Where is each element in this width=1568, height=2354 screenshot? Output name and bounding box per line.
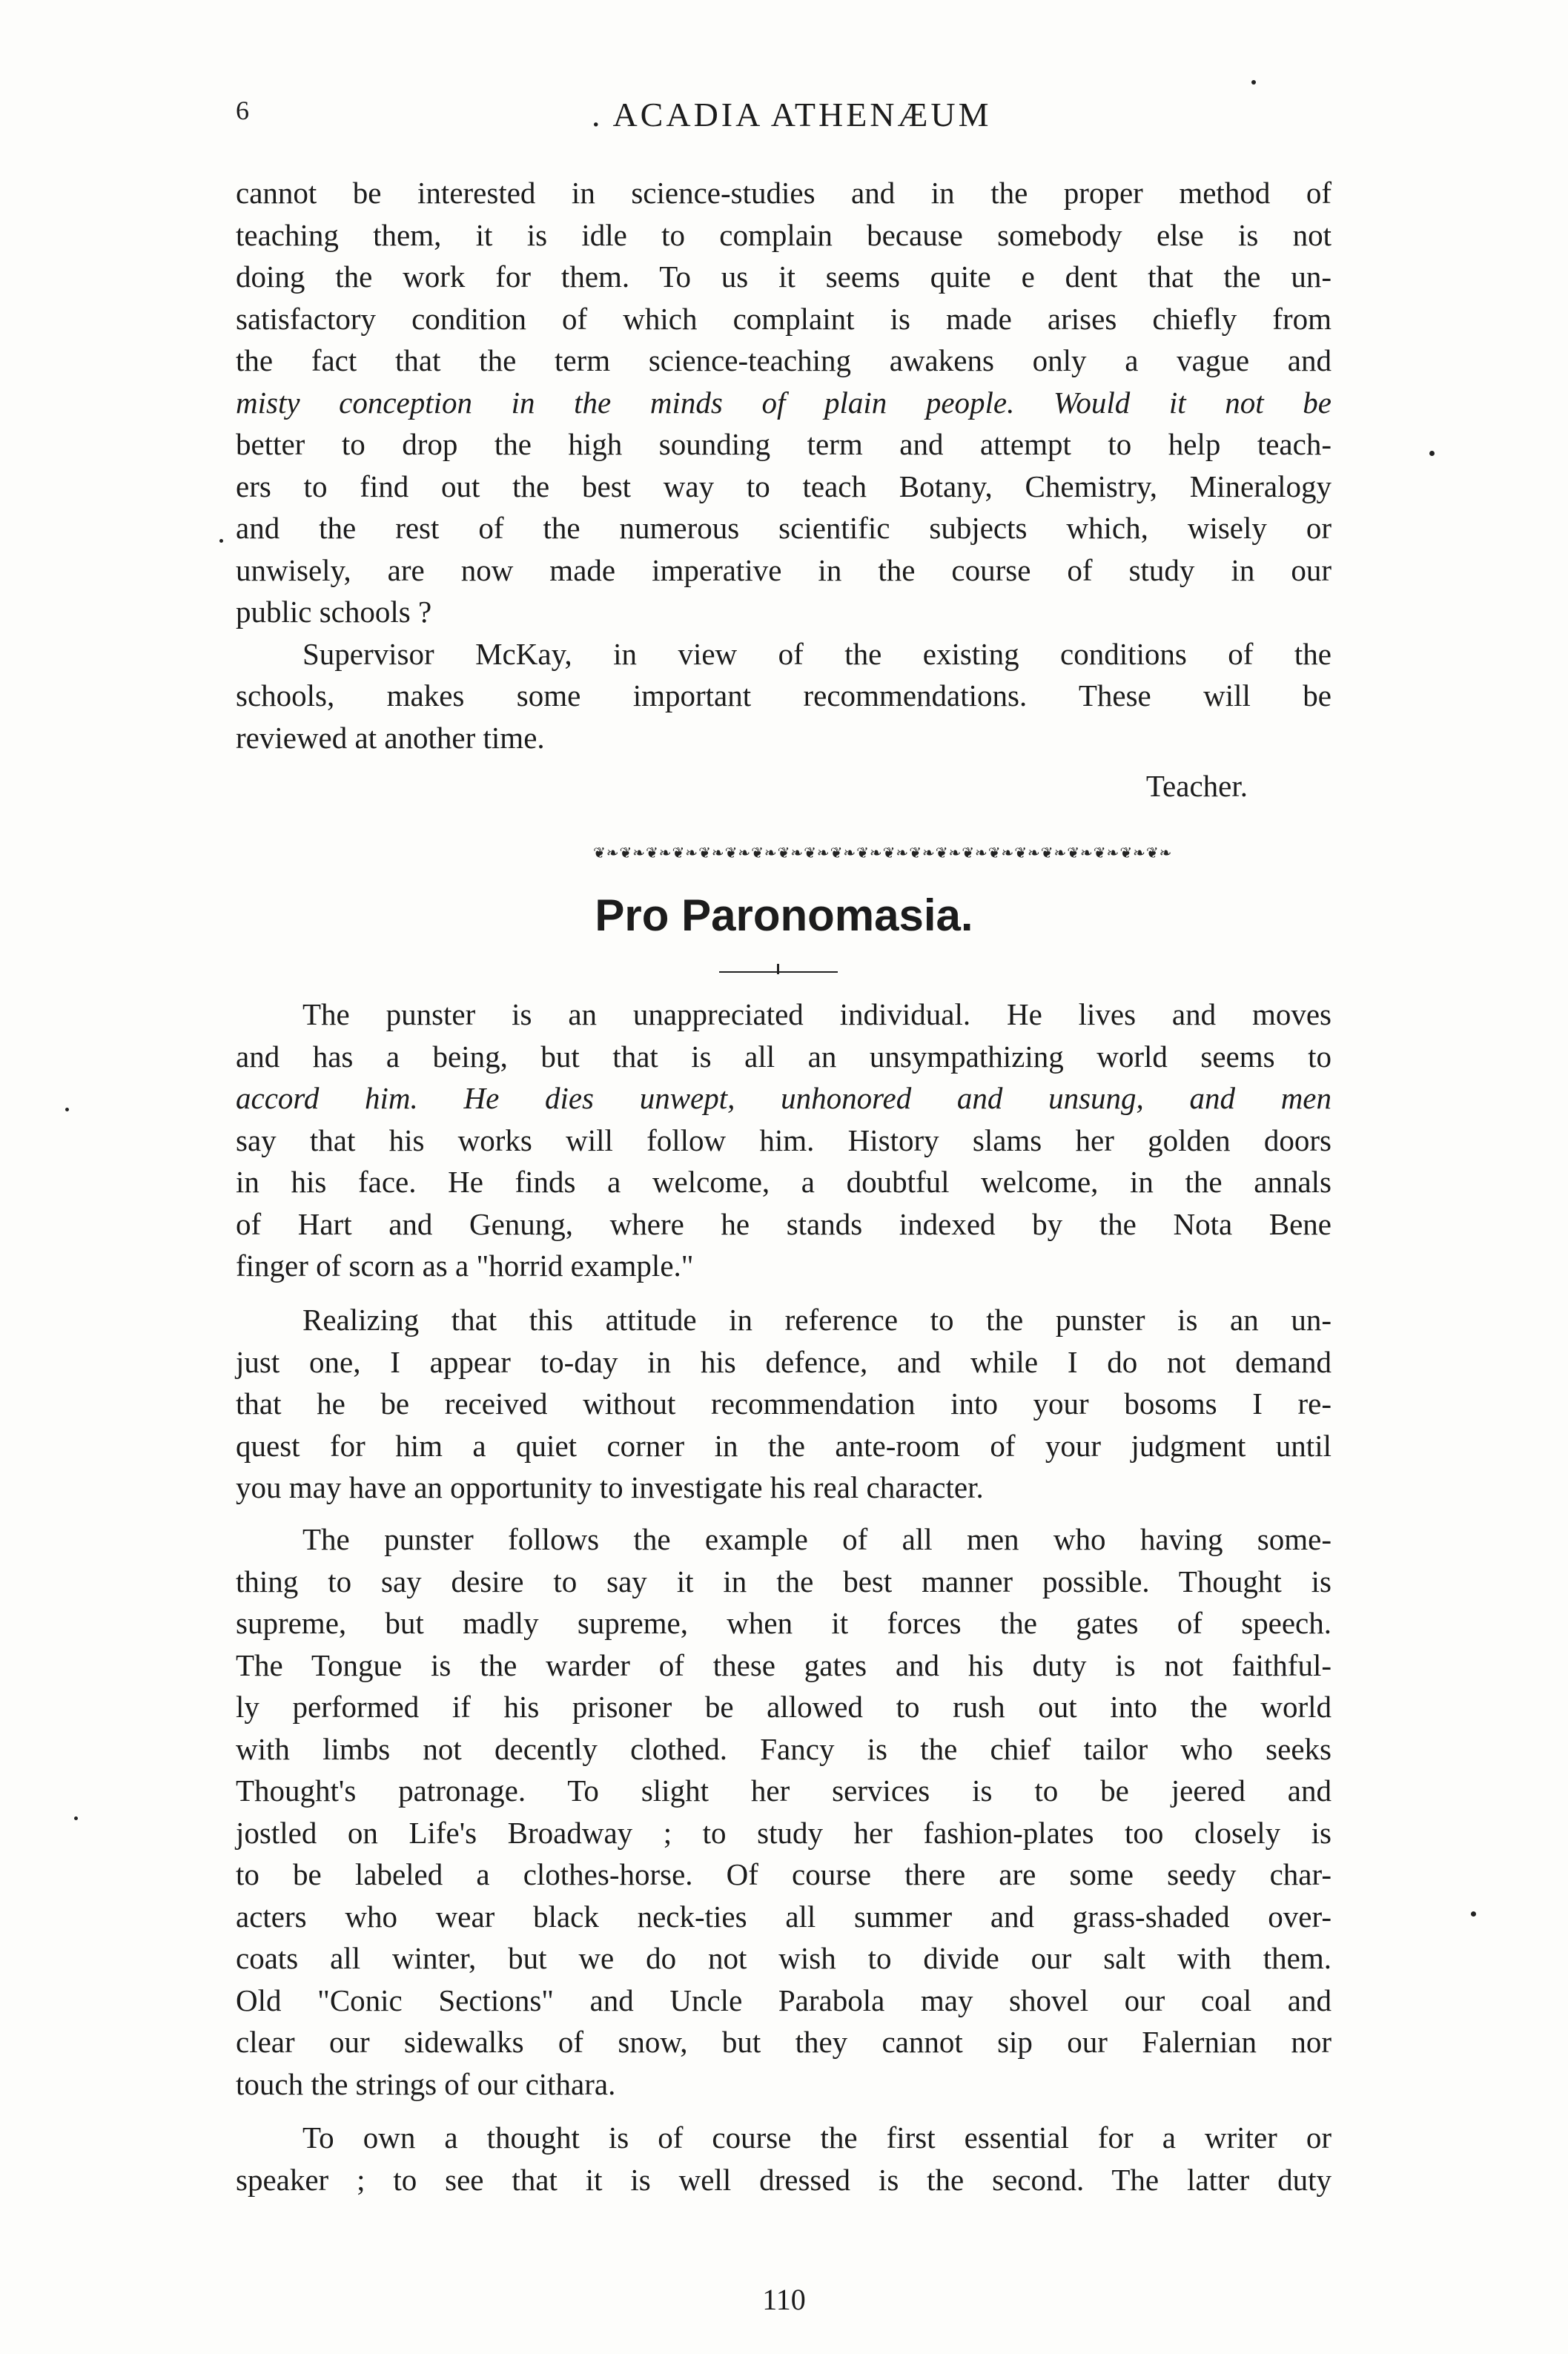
scan-speck xyxy=(1471,1911,1476,1917)
text-line: The punster is an unappreciated individual. He lives and moves xyxy=(302,997,1332,1031)
article-title: Pro Paronomasia. xyxy=(595,890,973,940)
text-line: to be labeled a clothes-horse. Of course there are some seedy char- xyxy=(236,1857,1332,1891)
text-line: teaching them, it is idle to complain because somebody else is not xyxy=(236,217,1332,252)
scan-speck xyxy=(219,539,223,543)
text-line: say that his works will follow him. History slams her golden doors xyxy=(236,1123,1332,1157)
text-line: acters who wear black neck-ties all summer and grass-shaded over- xyxy=(236,1899,1332,1934)
text-line: schools, makes some important recommendations. These will be xyxy=(236,678,1332,713)
text-line: just one, I appear to-day in his defence, and while I do not demand xyxy=(236,1344,1332,1379)
text-line: finger of scorn as a "horrid example." xyxy=(236,1249,694,1283)
text-line: touch the strings of our cithara. xyxy=(236,2066,616,2101)
text-line: and the rest of the numerous scientific subjects which, wisely or xyxy=(236,511,1332,545)
text-line: speaker ; to see that it is well dressed is the second. The latter duty xyxy=(236,2162,1332,2197)
article-paragraph-4 xyxy=(236,2117,1332,2201)
scan-speck xyxy=(65,1108,69,1111)
header-page-number: 6 xyxy=(236,96,249,125)
scan-speck xyxy=(1251,80,1256,85)
text-line: and has a being, but that is all an unsympathizing world seems to xyxy=(236,1039,1332,1074)
scan-speck xyxy=(1429,451,1435,456)
text-line: quest for him a quiet corner in the ante-room of your judgment until xyxy=(236,1428,1332,1463)
article-paragraph-2 xyxy=(236,1299,1332,1509)
text-line: The punster follows the example of all men who having some- xyxy=(302,1522,1332,1556)
signature: Teacher. xyxy=(1145,769,1248,803)
text-line: misty conception in the minds of plain people. Would it not be xyxy=(236,385,1332,420)
text-line: in his face. He finds a welcome, a doubtful welcome, in the annals xyxy=(236,1165,1332,1199)
text-line: ers to find out the best way to teach Botany, Chemistry, Mineralogy xyxy=(236,469,1332,503)
article-paragraph-3 xyxy=(236,1518,1332,2105)
text-line: To own a thought is of course the first essential for a writer or xyxy=(302,2120,1332,2155)
article-paragraph-1 xyxy=(236,993,1332,1287)
text-line: public schools ? xyxy=(236,595,432,629)
text-line: coats all winter, but we do not wish to divide our salt with them. xyxy=(236,1941,1332,1975)
journal-title: . ACADIA ATHENÆUM xyxy=(592,96,992,133)
text-line: Realizing that this attitude in reference to the punster is an un- xyxy=(302,1303,1332,1337)
text-line: of Hart and Genung, where he stands indexed by the Nota Bene xyxy=(236,1206,1332,1241)
text-line: unwisely, are now made imperative in the course of study in our xyxy=(236,552,1332,587)
text-line: clear our sidewalks of snow, but they cannot sip our Falernian nor xyxy=(236,2025,1332,2059)
scan-speck xyxy=(74,1816,78,1820)
text-line: that he be received without recommendation into your bosoms I re- xyxy=(236,1386,1332,1421)
text-line: Thought's patronage. To slight her services is to be jeered and xyxy=(236,1773,1332,1808)
running-header xyxy=(236,95,1348,147)
text-line: reviewed at another time. xyxy=(236,720,545,755)
text-line: supreme, but madly supreme, when it forces the gates of speech. xyxy=(236,1606,1332,1640)
text-line: satisfactory condition of which complaint is made arises chiefly from xyxy=(236,301,1332,336)
text-line: The Tongue is the warder of these gates and his duty is not faithful- xyxy=(236,1647,1332,1682)
text-line: you may have an opportunity to investigate his real character. xyxy=(236,1470,984,1504)
footer-page-number: 110 xyxy=(762,2283,806,2316)
text-line: cannot be interested in science-studies and in the proper method of xyxy=(236,176,1332,210)
text-line: better to drop the high sounding term and attempt to help teach- xyxy=(236,427,1332,461)
text-line: doing the work for them. To us it seems quite e dent that the un- xyxy=(236,259,1332,294)
text-line: accord him. He dies unwept, unhonored and unsung, and men xyxy=(236,1081,1332,1115)
title-rule-ornament xyxy=(777,964,779,974)
continued-text-block xyxy=(236,172,1332,758)
text-line: Supervisor McKay, in view of the existing conditions of the xyxy=(302,636,1332,671)
text-line: the fact that the term science-teaching awakens only a vague and xyxy=(236,343,1332,377)
ornamental-divider: ❦❧❦❧❦❧❦❧❦❧❦❧❦❧❦❧❦❧❦❧❦❧❦❧❦❧❦❧❦❧❦❧❦❧❦❧❦❧❦❧❦❧❦❧ xyxy=(593,844,1173,862)
text-line: with limbs not decently clothed. Fancy is the chief tailor who seeks xyxy=(236,1731,1332,1766)
text-line: Old "Conic Sections" and Uncle Parabola may shovel our coal and xyxy=(236,1983,1332,2017)
text-line: thing to say desire to say it in the best manner possible. Thought is xyxy=(236,1564,1332,1598)
text-line: ly performed if his prisoner be allowed to rush out into the world xyxy=(236,1690,1332,1724)
text-line: jostled on Life's Broadway ; to study her fashion-plates too closely is xyxy=(236,1815,1332,1850)
